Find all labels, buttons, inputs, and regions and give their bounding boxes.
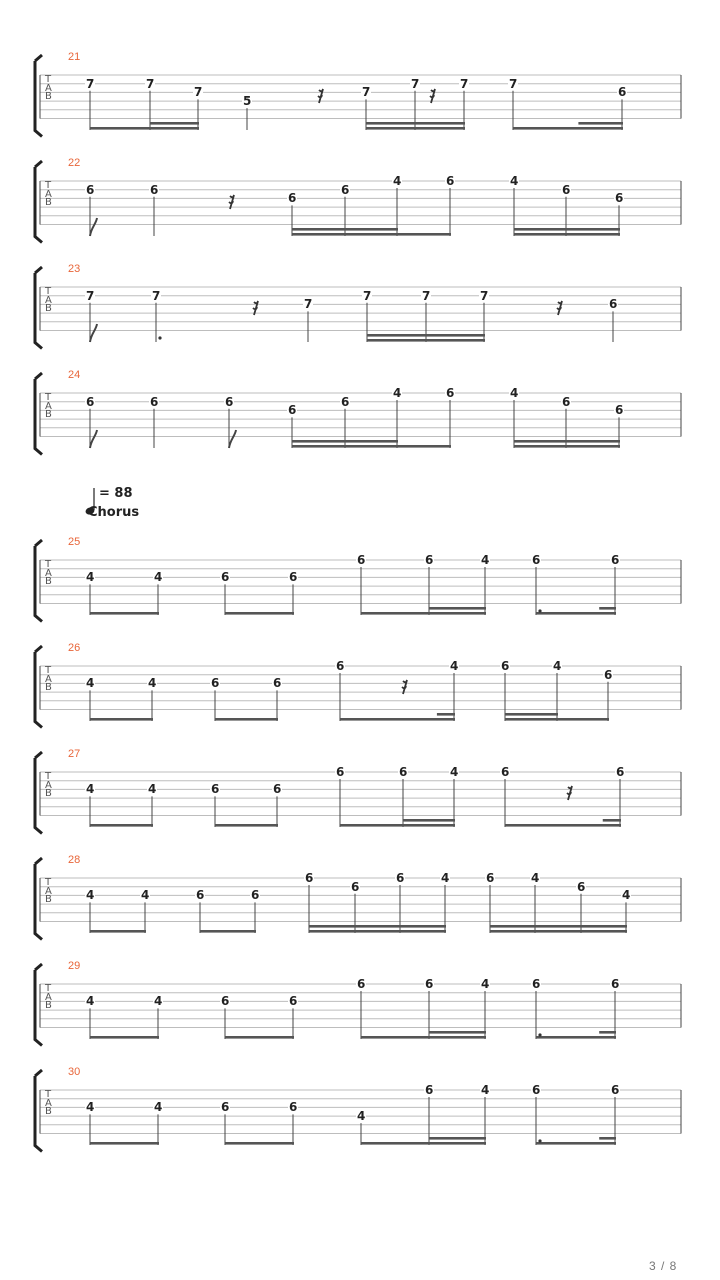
fret-number: 6 (357, 553, 366, 567)
beam-secondary (429, 607, 486, 610)
fret-number: 4 (86, 782, 95, 797)
beam-secondary (514, 440, 620, 443)
tab-clef-letter: A (45, 567, 52, 579)
beam (90, 824, 153, 827)
beam-secondary (429, 1137, 486, 1140)
fret-number: 6 (611, 553, 620, 567)
tab-clef-letter: B (45, 409, 52, 420)
beam (340, 718, 455, 721)
fret-number: 4 (531, 871, 540, 885)
tab-clef-letter: A (45, 779, 52, 791)
measure-number: 23 (68, 263, 81, 275)
fret-number: 7 (363, 288, 372, 303)
fret-number: 6 (486, 871, 495, 885)
measure-number: 24 (68, 369, 81, 381)
fret-number: 6 (211, 676, 220, 691)
beam-secondary (366, 122, 465, 125)
tab-clef-letter: A (45, 1097, 52, 1109)
fret-number: 6 (609, 297, 618, 312)
fret-number: 6 (615, 403, 624, 418)
beam (292, 233, 451, 236)
fret-number: 6 (336, 659, 345, 673)
augmentation-dot (538, 1033, 541, 1036)
beam-secondary (292, 228, 398, 231)
system-bracket (35, 964, 42, 1046)
measure-number: 22 (68, 157, 81, 169)
tab-clef-letter: B (45, 894, 52, 905)
fret-number: 4 (357, 1109, 366, 1124)
tab-clef-letter: T (45, 392, 52, 403)
fret-number: 5 (243, 94, 252, 109)
fret-number: 7 (362, 85, 371, 100)
beam (536, 1036, 616, 1039)
fret-number: 6 (425, 977, 434, 991)
beam-secondary (505, 713, 558, 716)
beam (513, 127, 623, 130)
fret-number: 7 (146, 76, 155, 91)
fret-number: 6 (532, 553, 541, 567)
fret-number: 6 (288, 191, 297, 206)
fret-number: 7 (480, 288, 489, 303)
fret-number: 6 (211, 782, 220, 797)
beam-secondary (603, 819, 621, 822)
beam (340, 824, 455, 827)
fret-number: 4 (86, 1100, 95, 1115)
fret-number: 6 (616, 765, 625, 779)
system-bracket (35, 858, 42, 940)
fret-number: 6 (341, 182, 350, 197)
fret-number: 6 (604, 667, 613, 682)
fret-number: 6 (150, 182, 159, 197)
beam (514, 445, 620, 448)
tab-clef-letter: T (45, 559, 52, 570)
fret-number: 4 (86, 994, 95, 1009)
beam (490, 930, 627, 933)
system-bracket (35, 373, 42, 455)
fret-number: 6 (396, 871, 405, 885)
beam (514, 233, 620, 236)
beam (225, 1142, 294, 1145)
tab-clef-letter: A (45, 294, 52, 306)
staff-lines (0, 368, 720, 458)
system-bracket (35, 161, 42, 243)
system-bracket (35, 646, 42, 728)
tab-clef-letter: A (45, 991, 52, 1003)
fret-number: 6 (618, 85, 627, 100)
fret-number: 6 (273, 676, 282, 691)
fret-number: 6 (357, 977, 366, 991)
measure-number: 26 (68, 642, 81, 654)
fret-number: 4 (450, 659, 459, 673)
staff-lines (0, 641, 720, 731)
fret-number: 4 (86, 888, 95, 903)
beam-secondary (403, 819, 455, 822)
fret-number: 6 (399, 765, 408, 779)
system-bracket (35, 540, 42, 622)
beam-secondary (599, 1031, 616, 1034)
augmentation-dot (158, 336, 161, 339)
beam-secondary (578, 122, 623, 125)
staff-lines (0, 50, 720, 140)
tab-clef-letter: B (45, 1106, 52, 1117)
fret-number: 6 (501, 659, 510, 673)
tab-clef-letter: T (45, 286, 52, 297)
beam-secondary (292, 440, 398, 443)
augmentation-dot (538, 609, 541, 612)
fret-number: 4 (148, 782, 157, 797)
tab-clef-letter: T (45, 877, 52, 888)
beam (361, 1036, 486, 1039)
fret-number: 6 (615, 191, 624, 206)
beam (90, 718, 153, 721)
fret-number: 4 (622, 888, 631, 903)
section-label: Chorus (88, 505, 140, 520)
fret-number: 6 (425, 553, 434, 567)
fret-number: 6 (86, 182, 95, 197)
beam (225, 1036, 294, 1039)
measure-number: 21 (68, 51, 81, 63)
system-bracket (35, 267, 42, 349)
tab-clef-letter: T (45, 180, 52, 191)
beam-secondary (599, 1137, 616, 1140)
fret-number: 4 (450, 765, 459, 779)
fret-number: 6 (351, 879, 360, 894)
fret-number: 4 (481, 553, 490, 567)
fret-number: 4 (393, 174, 402, 188)
fret-number: 7 (86, 76, 95, 91)
fret-number: 4 (481, 1083, 490, 1097)
tab-clef-letter: B (45, 303, 52, 314)
fret-number: 4 (393, 386, 402, 400)
fret-number: 6 (288, 403, 297, 418)
tab-clef-letter: B (45, 91, 52, 102)
tab-clef-letter: B (45, 788, 52, 799)
beam (366, 127, 465, 130)
fret-number: 6 (501, 765, 510, 779)
fret-number: 6 (562, 394, 571, 409)
fret-number: 6 (225, 394, 234, 409)
beam (505, 718, 609, 721)
fret-number: 6 (86, 394, 95, 409)
beam (90, 612, 159, 615)
beam (367, 339, 485, 342)
fret-number: 7 (152, 288, 161, 303)
fret-number: 7 (86, 288, 95, 303)
fret-number: 4 (510, 174, 519, 188)
beam-secondary (490, 925, 627, 928)
system-bracket (35, 1070, 42, 1152)
beam-secondary (437, 713, 455, 716)
fret-number: 6 (251, 888, 260, 903)
tempo-value: = 88 (99, 486, 133, 501)
fret-number: 7 (194, 85, 203, 100)
system-bracket (35, 752, 42, 834)
fret-number: 6 (446, 174, 455, 188)
beam (361, 612, 486, 615)
fret-number: 6 (273, 782, 282, 797)
fret-number: 4 (154, 994, 163, 1009)
fret-number: 4 (86, 676, 95, 691)
staff-lines (0, 156, 720, 246)
fret-number: 6 (341, 394, 350, 409)
fret-number: 4 (86, 570, 95, 585)
fret-number: 6 (532, 1083, 541, 1097)
staff-lines (0, 853, 720, 943)
measure-number: 28 (68, 854, 81, 866)
beam-secondary (429, 1031, 486, 1034)
fret-number: 6 (221, 1100, 230, 1115)
tab-clef-letter: B (45, 197, 52, 208)
fret-number: 7 (411, 76, 420, 91)
tab-clef-letter: T (45, 1089, 52, 1100)
fret-number: 6 (446, 386, 455, 400)
beam (292, 445, 451, 448)
tab-clef-letter: B (45, 576, 52, 587)
fret-number: 6 (305, 871, 314, 885)
staff-lines (0, 535, 720, 625)
fret-number: 6 (425, 1083, 434, 1097)
fret-number: 6 (221, 994, 230, 1009)
fret-number: 4 (154, 1100, 163, 1115)
fret-number: 7 (509, 76, 518, 91)
fret-number: 6 (221, 570, 230, 585)
beam (505, 824, 621, 827)
beam-secondary (367, 334, 485, 337)
tab-clef-letter: B (45, 682, 52, 693)
page-number: 3 / 8 (649, 1259, 678, 1273)
fret-number: 4 (148, 676, 157, 691)
fret-number: 6 (532, 977, 541, 991)
fret-number: 6 (289, 994, 298, 1009)
measure-number: 25 (68, 536, 81, 548)
measure-number: 27 (68, 748, 81, 760)
tab-clef-letter: A (45, 188, 52, 200)
beam (361, 1142, 486, 1145)
tab-clef-letter: A (45, 885, 52, 897)
beam (215, 718, 278, 721)
fret-number: 4 (441, 871, 450, 885)
tab-clef-letter: T (45, 665, 52, 676)
system-bracket (35, 55, 42, 137)
fret-number: 4 (553, 659, 562, 673)
fret-number: 6 (289, 1100, 298, 1115)
tab-clef-letter: A (45, 673, 52, 685)
tab-clef-letter: T (45, 983, 52, 994)
tab-clef-letter: B (45, 1000, 52, 1011)
fret-number: 6 (336, 765, 345, 779)
beam (90, 1142, 159, 1145)
fret-number: 4 (154, 570, 163, 585)
fret-number: 7 (422, 288, 431, 303)
fret-number: 6 (150, 394, 159, 409)
beam (90, 1036, 159, 1039)
fret-number: 4 (141, 888, 150, 903)
beam (90, 930, 146, 933)
beam-secondary (514, 228, 620, 231)
measure-number: 30 (68, 1066, 81, 1078)
tab-clef-letter: T (45, 74, 52, 85)
staff-lines (0, 959, 720, 1049)
beam-secondary (150, 122, 199, 125)
fret-number: 6 (611, 977, 620, 991)
beam-secondary (309, 925, 446, 928)
fret-number: 6 (196, 888, 205, 903)
beam (309, 930, 446, 933)
measure-number: 29 (68, 960, 81, 972)
augmentation-dot (538, 1139, 541, 1142)
tab-clef-letter: A (45, 400, 52, 412)
staff-lines (0, 747, 720, 837)
note-flag (229, 430, 236, 448)
note-flag (90, 430, 97, 448)
beam (200, 930, 256, 933)
fret-number: 6 (562, 182, 571, 197)
beam (215, 824, 278, 827)
fret-number: 7 (460, 76, 469, 91)
note-flag (90, 218, 97, 236)
fret-number: 6 (577, 879, 586, 894)
tab-clef-letter: T (45, 771, 52, 782)
beam (225, 612, 294, 615)
fret-number: 6 (289, 570, 298, 585)
fret-number: 6 (611, 1083, 620, 1097)
beam (536, 612, 616, 615)
note-flag (90, 324, 97, 342)
beam (536, 1142, 616, 1145)
fret-number: 4 (481, 977, 490, 991)
beam (90, 127, 199, 130)
fret-number: 7 (304, 297, 313, 312)
fret-number: 4 (510, 386, 519, 400)
beam-secondary (599, 607, 616, 610)
tab-clef-letter: A (45, 82, 52, 94)
